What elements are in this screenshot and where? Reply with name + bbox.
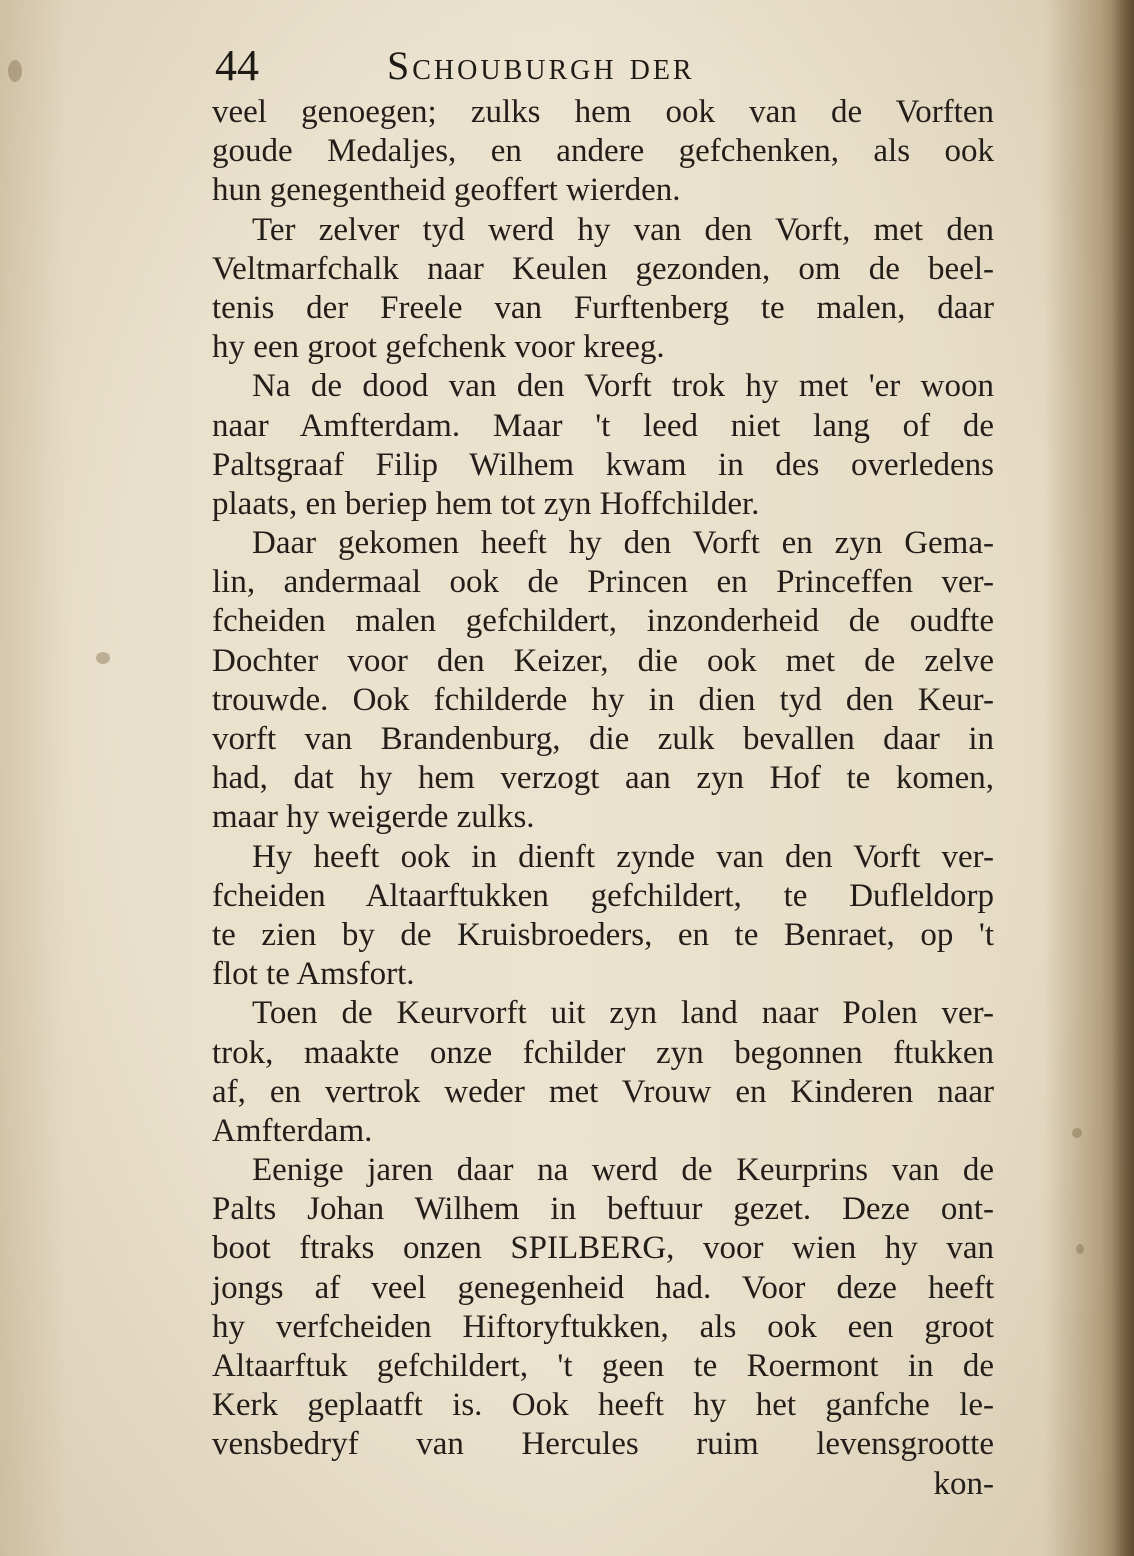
- text-line: Veltmarfchalk naar Keulen gezonden, om de beel-: [212, 250, 994, 287]
- text-line: fcheiden Altaarftukken gefchildert, te Dufleldorp: [212, 877, 994, 914]
- text-line: jongs af veel genegenheid had. Voor deze heeft: [212, 1269, 994, 1306]
- text-line: Ter zelver tyd werd hy van den Vorft, met den: [252, 211, 994, 248]
- text-line: naar Amfterdam. Maar 't leed niet lang of de: [212, 407, 994, 444]
- text-line: vensbedryf van Hercules ruim levensgrootte: [212, 1426, 994, 1463]
- text-line: Amfterdam.: [212, 1112, 373, 1149]
- text-line: fcheiden malen gefchildert, inzonderheid de oudfte: [212, 603, 994, 640]
- text-line: maar hy weigerde zulks.: [212, 799, 535, 836]
- text-line: goude Medaljes, en andere gefchenken, als ook: [212, 133, 994, 170]
- running-title: Schouburgh der: [387, 43, 695, 88]
- text-line: Kerk geplaatft is. Ook heeft hy het ganfche le-: [212, 1387, 994, 1424]
- text-line: tenis der Freele van Furftenberg te malen, daar: [212, 289, 994, 326]
- page-edge-shadow: [1112, 0, 1134, 1556]
- text-line: Palts Johan Wilhem in beftuur gezet. Deze ont-: [212, 1191, 994, 1228]
- text-line: Na de dood van den Vorft trok hy met 'er woon: [252, 368, 994, 405]
- body-text: [212, 93, 994, 1465]
- text-line: plaats, en beriep hem tot zyn Hoffchilder.: [212, 485, 760, 522]
- text-line: te zien by de Kruisbroeders, en te Benraet, op 't: [212, 916, 994, 953]
- text-line: Paltsgraaf Filip Wilhem kwam in des overledens: [212, 446, 994, 483]
- text-line: trok, maakte onze fchilder zyn begonnen ftukken: [212, 1034, 994, 1071]
- catchword: kon-: [933, 1466, 994, 1502]
- text-line: flot te Amsfort.: [212, 956, 415, 993]
- text-line: trouwde. Ook fchilderde hy in dien tyd den Keur-: [212, 681, 994, 718]
- page-number: 44: [215, 41, 259, 90]
- text-line: Dochter voor den Keizer, die ook met de zelve: [212, 642, 994, 679]
- text-line: lin, andermaal ook de Princen en Princeffen ver-: [212, 564, 994, 601]
- text-line: hy een groot gefchenk voor kreeg.: [212, 329, 665, 366]
- paper-stain: [1072, 1128, 1082, 1138]
- text-line: hy verfcheiden Hiftoryftukken, als ook een groot: [212, 1308, 994, 1345]
- paper-stain: [96, 652, 110, 664]
- paper-stain: [1076, 1244, 1084, 1254]
- text-line: Eenige jaren daar na werd de Keurprins van de: [252, 1152, 994, 1189]
- page-header: [215, 40, 1015, 92]
- text-line: Altaarftuk gefchildert, 't geen te Roermont in de: [212, 1348, 994, 1384]
- text-line: had, dat hy hem verzogt aan zyn Hof te komen,: [212, 760, 994, 797]
- text-line: hun genegentheid geoffert wierden.: [212, 172, 681, 209]
- catchword-row: [212, 1465, 994, 1504]
- paper-stain: [8, 60, 22, 82]
- text-line: boot ftraks onzen SPILBERG, voor wien hy van: [212, 1230, 994, 1267]
- text-line: veel genoegen; zulks hem ook van de Vorften: [212, 94, 994, 130]
- text-line: Hy heeft ook in dienft zynde van den Vorft ver-: [252, 838, 994, 875]
- text-line: Toen de Keurvorft uit zyn land naar Polen ver-: [252, 995, 994, 1032]
- text-line: Daar gekomen heeft hy den Vorft en zyn Gema-: [252, 525, 994, 562]
- text-line: vorft van Brandenburg, die zulk bevallen daar in: [212, 721, 994, 757]
- text-line: af, en vertrok weder met Vrouw en Kinderen naar: [212, 1073, 994, 1110]
